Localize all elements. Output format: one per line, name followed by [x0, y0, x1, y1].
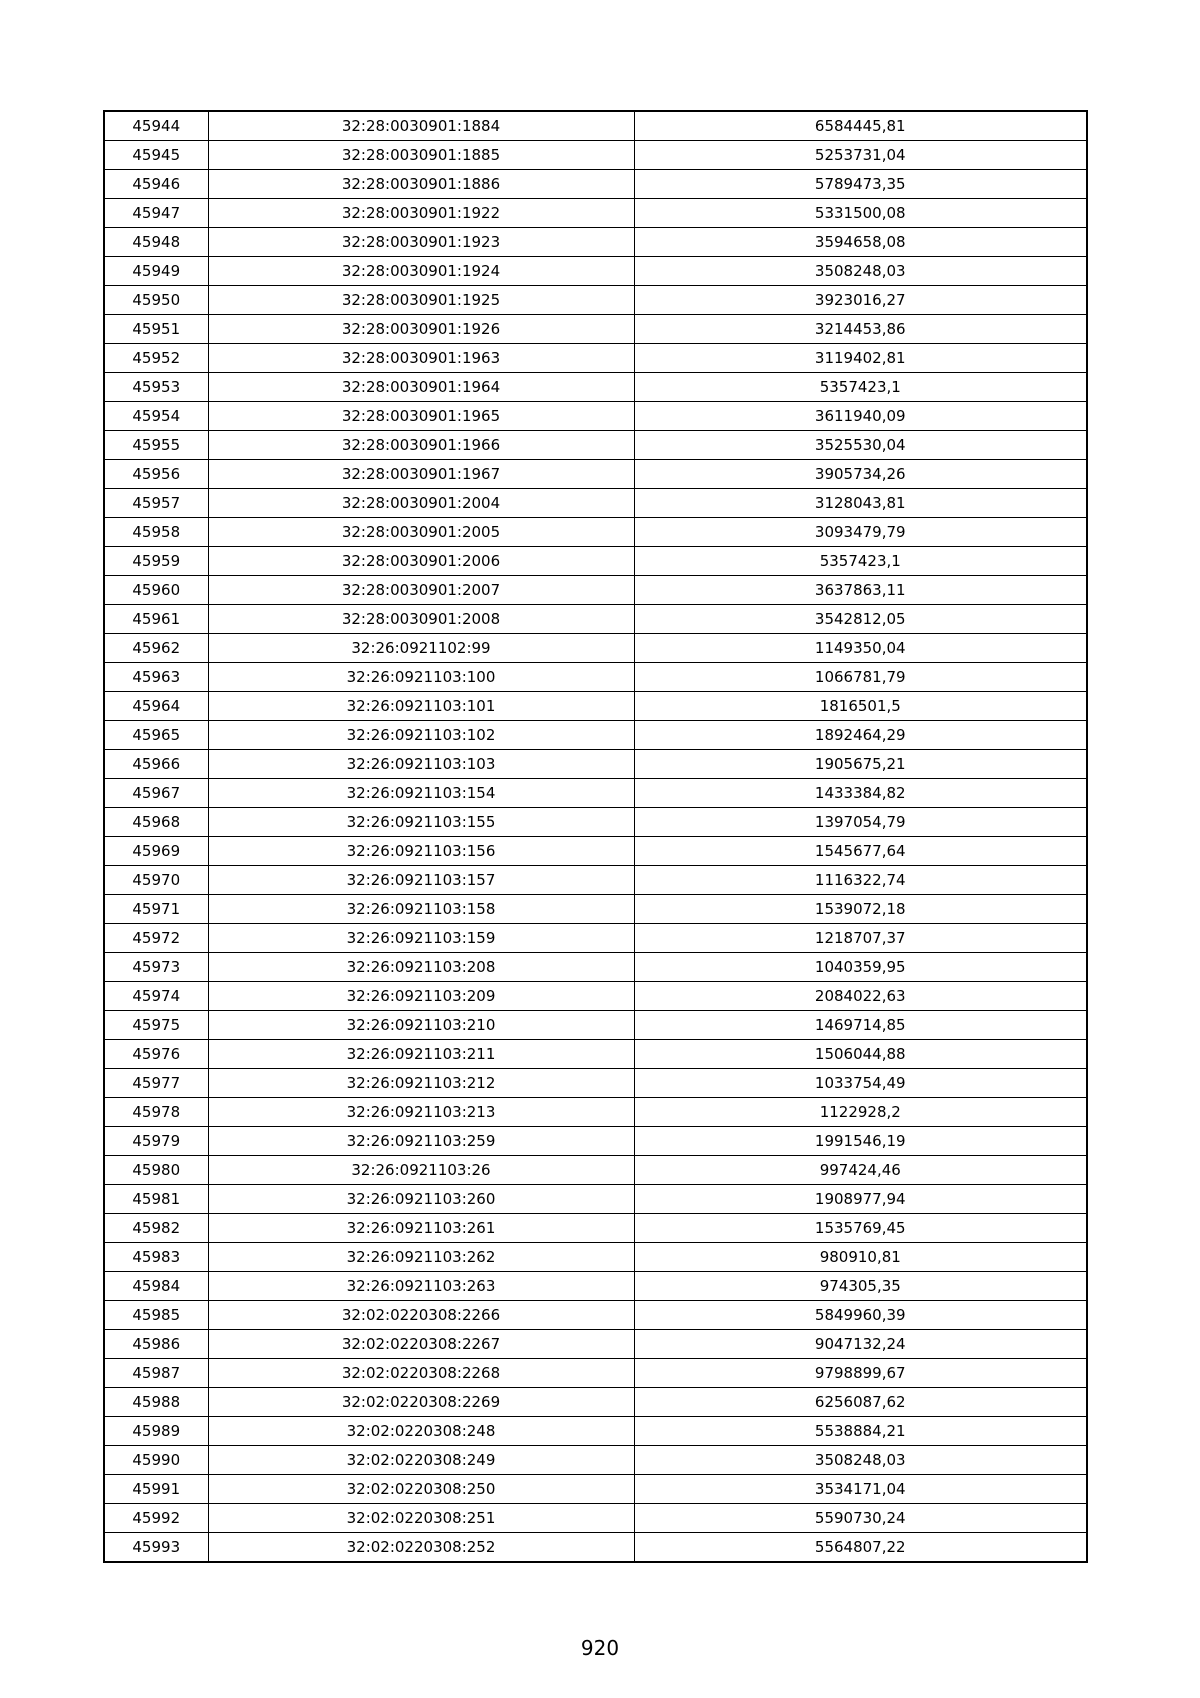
table-row [104, 634, 1087, 663]
value-cell: 6584445,81 [634, 111, 1087, 141]
row-number-cell: 45986 [104, 1330, 208, 1359]
value-cell: 1033754,49 [634, 1069, 1087, 1098]
row-number-cell: 45947 [104, 199, 208, 228]
cadastral-number-cell: 32:28:0030901:1884 [208, 111, 634, 141]
table-row [104, 489, 1087, 518]
row-number-cell: 45969 [104, 837, 208, 866]
cadastral-number-cell: 32:02:0220308:251 [208, 1504, 634, 1533]
cadastral-number-cell: 32:28:0030901:1923 [208, 228, 634, 257]
value-cell: 1397054,79 [634, 808, 1087, 837]
row-number-cell: 45989 [104, 1417, 208, 1446]
row-number-cell: 45964 [104, 692, 208, 721]
table-row [104, 1185, 1087, 1214]
value-cell: 3923016,27 [634, 286, 1087, 315]
row-number-cell: 45974 [104, 982, 208, 1011]
cadastral-number-cell: 32:26:0921103:209 [208, 982, 634, 1011]
row-number-cell: 45950 [104, 286, 208, 315]
table-row [104, 344, 1087, 373]
value-cell: 5538884,21 [634, 1417, 1087, 1446]
table-row [104, 1098, 1087, 1127]
row-number-cell: 45957 [104, 489, 208, 518]
cadastral-number-cell: 32:26:0921103:159 [208, 924, 634, 953]
table-row [104, 953, 1087, 982]
table-row [104, 170, 1087, 199]
cadastral-number-cell: 32:26:0921103:155 [208, 808, 634, 837]
value-cell: 3128043,81 [634, 489, 1087, 518]
value-cell: 1040359,95 [634, 953, 1087, 982]
row-number-cell: 45948 [104, 228, 208, 257]
table-row [104, 1504, 1087, 1533]
cadastral-number-cell: 32:28:0030901:1967 [208, 460, 634, 489]
table-row [104, 895, 1087, 924]
cadastral-number-cell: 32:26:0921103:103 [208, 750, 634, 779]
row-number-cell: 45992 [104, 1504, 208, 1533]
row-number-cell: 45975 [104, 1011, 208, 1040]
row-number-cell: 45983 [104, 1243, 208, 1272]
table-row [104, 1272, 1087, 1301]
value-cell: 997424,46 [634, 1156, 1087, 1185]
table-row [104, 315, 1087, 344]
table-body [104, 111, 1087, 1562]
table-row [104, 402, 1087, 431]
value-cell: 1908977,94 [634, 1185, 1087, 1214]
table-row [104, 837, 1087, 866]
table-row [104, 866, 1087, 895]
value-cell: 3508248,03 [634, 1446, 1087, 1475]
value-cell: 3594658,08 [634, 228, 1087, 257]
cadastral-number-cell: 32:02:0220308:250 [208, 1475, 634, 1504]
cadastral-number-cell: 32:26:0921103:212 [208, 1069, 634, 1098]
table-row [104, 1330, 1087, 1359]
cadastral-number-cell: 32:26:0921102:99 [208, 634, 634, 663]
value-cell: 1539072,18 [634, 895, 1087, 924]
cadastral-number-cell: 32:28:0030901:1922 [208, 199, 634, 228]
value-cell: 1116322,74 [634, 866, 1087, 895]
cadastral-number-cell: 32:28:0030901:2005 [208, 518, 634, 547]
table-row [104, 1156, 1087, 1185]
value-cell: 9047132,24 [634, 1330, 1087, 1359]
cadastral-number-cell: 32:26:0921103:211 [208, 1040, 634, 1069]
cadastral-number-cell: 32:28:0030901:2004 [208, 489, 634, 518]
value-cell: 980910,81 [634, 1243, 1087, 1272]
cadastral-number-cell: 32:26:0921103:101 [208, 692, 634, 721]
data-table [103, 110, 1088, 1563]
row-number-cell: 45972 [104, 924, 208, 953]
value-cell: 1545677,64 [634, 837, 1087, 866]
value-cell: 3525530,04 [634, 431, 1087, 460]
row-number-cell: 45985 [104, 1301, 208, 1330]
value-cell: 1149350,04 [634, 634, 1087, 663]
cadastral-number-cell: 32:26:0921103:262 [208, 1243, 634, 1272]
table-row [104, 1359, 1087, 1388]
table-row [104, 1040, 1087, 1069]
value-cell: 1816501,5 [634, 692, 1087, 721]
value-cell: 5331500,08 [634, 199, 1087, 228]
table-row [104, 431, 1087, 460]
row-number-cell: 45965 [104, 721, 208, 750]
row-number-cell: 45991 [104, 1475, 208, 1504]
row-number-cell: 45976 [104, 1040, 208, 1069]
row-number-cell: 45988 [104, 1388, 208, 1417]
table-row [104, 982, 1087, 1011]
table-row [104, 460, 1087, 489]
table-row [104, 1417, 1087, 1446]
cadastral-number-cell: 32:26:0921103:156 [208, 837, 634, 866]
table-row [104, 1243, 1087, 1272]
row-number-cell: 45959 [104, 547, 208, 576]
value-cell: 3637863,11 [634, 576, 1087, 605]
value-cell: 3214453,86 [634, 315, 1087, 344]
row-number-cell: 45944 [104, 111, 208, 141]
value-cell: 1218707,37 [634, 924, 1087, 953]
value-cell: 974305,35 [634, 1272, 1087, 1301]
row-number-cell: 45949 [104, 257, 208, 286]
cadastral-number-cell: 32:26:0921103:208 [208, 953, 634, 982]
table-row [104, 576, 1087, 605]
row-number-cell: 45961 [104, 605, 208, 634]
row-number-cell: 45967 [104, 779, 208, 808]
value-cell: 1506044,88 [634, 1040, 1087, 1069]
cadastral-number-cell: 32:26:0921103:263 [208, 1272, 634, 1301]
table-row [104, 1475, 1087, 1504]
table-row [104, 1533, 1087, 1563]
value-cell: 3508248,03 [634, 257, 1087, 286]
row-number-cell: 45953 [104, 373, 208, 402]
value-cell: 5849960,39 [634, 1301, 1087, 1330]
cadastral-number-cell: 32:26:0921103:157 [208, 866, 634, 895]
table-row [104, 605, 1087, 634]
table-row [104, 808, 1087, 837]
row-number-cell: 45987 [104, 1359, 208, 1388]
row-number-cell: 45977 [104, 1069, 208, 1098]
table-row [104, 1301, 1087, 1330]
table-row [104, 199, 1087, 228]
cadastral-number-cell: 32:28:0030901:2007 [208, 576, 634, 605]
value-cell: 3611940,09 [634, 402, 1087, 431]
row-number-cell: 45970 [104, 866, 208, 895]
table-row [104, 141, 1087, 170]
row-number-cell: 45971 [104, 895, 208, 924]
cadastral-number-cell: 32:02:0220308:2266 [208, 1301, 634, 1330]
cadastral-number-cell: 32:28:0030901:2008 [208, 605, 634, 634]
cadastral-number-cell: 32:28:0030901:1926 [208, 315, 634, 344]
value-cell: 1905675,21 [634, 750, 1087, 779]
row-number-cell: 45968 [104, 808, 208, 837]
table-row [104, 286, 1087, 315]
value-cell: 3093479,79 [634, 518, 1087, 547]
table-row [104, 257, 1087, 286]
row-number-cell: 45963 [104, 663, 208, 692]
value-cell: 6256087,62 [634, 1388, 1087, 1417]
table-row [104, 924, 1087, 953]
value-cell: 1122928,2 [634, 1098, 1087, 1127]
cadastral-number-cell: 32:26:0921103:26 [208, 1156, 634, 1185]
cadastral-number-cell: 32:26:0921103:213 [208, 1098, 634, 1127]
cadastral-number-cell: 32:28:0030901:1885 [208, 141, 634, 170]
row-number-cell: 45990 [104, 1446, 208, 1475]
page-number: 920 [580, 1636, 620, 1660]
cadastral-number-cell: 32:26:0921103:154 [208, 779, 634, 808]
cadastral-number-cell: 32:26:0921103:210 [208, 1011, 634, 1040]
table-row [104, 111, 1087, 141]
row-number-cell: 45960 [104, 576, 208, 605]
row-number-cell: 45955 [104, 431, 208, 460]
row-number-cell: 45945 [104, 141, 208, 170]
value-cell: 9798899,67 [634, 1359, 1087, 1388]
value-cell: 1535769,45 [634, 1214, 1087, 1243]
cadastral-number-cell: 32:02:0220308:2268 [208, 1359, 634, 1388]
cadastral-number-cell: 32:28:0030901:1966 [208, 431, 634, 460]
table-row [104, 779, 1087, 808]
cadastral-number-cell: 32:26:0921103:260 [208, 1185, 634, 1214]
cadastral-number-cell: 32:26:0921103:259 [208, 1127, 634, 1156]
value-cell: 1469714,85 [634, 1011, 1087, 1040]
row-number-cell: 45978 [104, 1098, 208, 1127]
value-cell: 3905734,26 [634, 460, 1087, 489]
cadastral-number-cell: 32:26:0921103:100 [208, 663, 634, 692]
row-number-cell: 45980 [104, 1156, 208, 1185]
value-cell: 3542812,05 [634, 605, 1087, 634]
table-row [104, 1011, 1087, 1040]
table-row [104, 1214, 1087, 1243]
row-number-cell: 45984 [104, 1272, 208, 1301]
cadastral-number-cell: 32:02:0220308:252 [208, 1533, 634, 1563]
cadastral-number-cell: 32:28:0030901:2006 [208, 547, 634, 576]
cadastral-number-cell: 32:26:0921103:158 [208, 895, 634, 924]
table-row [104, 1388, 1087, 1417]
row-number-cell: 45993 [104, 1533, 208, 1563]
value-cell: 5253731,04 [634, 141, 1087, 170]
table-row [104, 1127, 1087, 1156]
row-number-cell: 45962 [104, 634, 208, 663]
row-number-cell: 45954 [104, 402, 208, 431]
row-number-cell: 45981 [104, 1185, 208, 1214]
table-row [104, 750, 1087, 779]
value-cell: 1991546,19 [634, 1127, 1087, 1156]
row-number-cell: 45951 [104, 315, 208, 344]
cadastral-number-cell: 32:28:0030901:1886 [208, 170, 634, 199]
row-number-cell: 45966 [104, 750, 208, 779]
value-cell: 5357423,1 [634, 547, 1087, 576]
cadastral-number-cell: 32:02:0220308:2269 [208, 1388, 634, 1417]
cadastral-number-cell: 32:28:0030901:1963 [208, 344, 634, 373]
table-row [104, 518, 1087, 547]
cadastral-number-cell: 32:26:0921103:261 [208, 1214, 634, 1243]
value-cell: 3534171,04 [634, 1475, 1087, 1504]
cadastral-number-cell: 32:28:0030901:1924 [208, 257, 634, 286]
value-cell: 2084022,63 [634, 982, 1087, 1011]
row-number-cell: 45946 [104, 170, 208, 199]
row-number-cell: 45973 [104, 953, 208, 982]
table-row [104, 228, 1087, 257]
table-row [104, 692, 1087, 721]
table-row [104, 1446, 1087, 1475]
value-cell: 5590730,24 [634, 1504, 1087, 1533]
row-number-cell: 45982 [104, 1214, 208, 1243]
row-number-cell: 45952 [104, 344, 208, 373]
cadastral-number-cell: 32:28:0030901:1964 [208, 373, 634, 402]
cadastral-number-cell: 32:28:0030901:1925 [208, 286, 634, 315]
cadastral-number-cell: 32:28:0030901:1965 [208, 402, 634, 431]
table-row [104, 721, 1087, 750]
table-row [104, 547, 1087, 576]
cadastral-number-cell: 32:02:0220308:249 [208, 1446, 634, 1475]
value-cell: 5357423,1 [634, 373, 1087, 402]
value-cell: 1892464,29 [634, 721, 1087, 750]
table-row [104, 1069, 1087, 1098]
row-number-cell: 45958 [104, 518, 208, 547]
row-number-cell: 45979 [104, 1127, 208, 1156]
cadastral-number-cell: 32:02:0220308:248 [208, 1417, 634, 1446]
value-cell: 5789473,35 [634, 170, 1087, 199]
value-cell: 1433384,82 [634, 779, 1087, 808]
row-number-cell: 45956 [104, 460, 208, 489]
cadastral-number-cell: 32:02:0220308:2267 [208, 1330, 634, 1359]
cadastral-number-cell: 32:26:0921103:102 [208, 721, 634, 750]
table-row [104, 663, 1087, 692]
value-cell: 5564807,22 [634, 1533, 1087, 1563]
table-row [104, 373, 1087, 402]
value-cell: 1066781,79 [634, 663, 1087, 692]
value-cell: 3119402,81 [634, 344, 1087, 373]
